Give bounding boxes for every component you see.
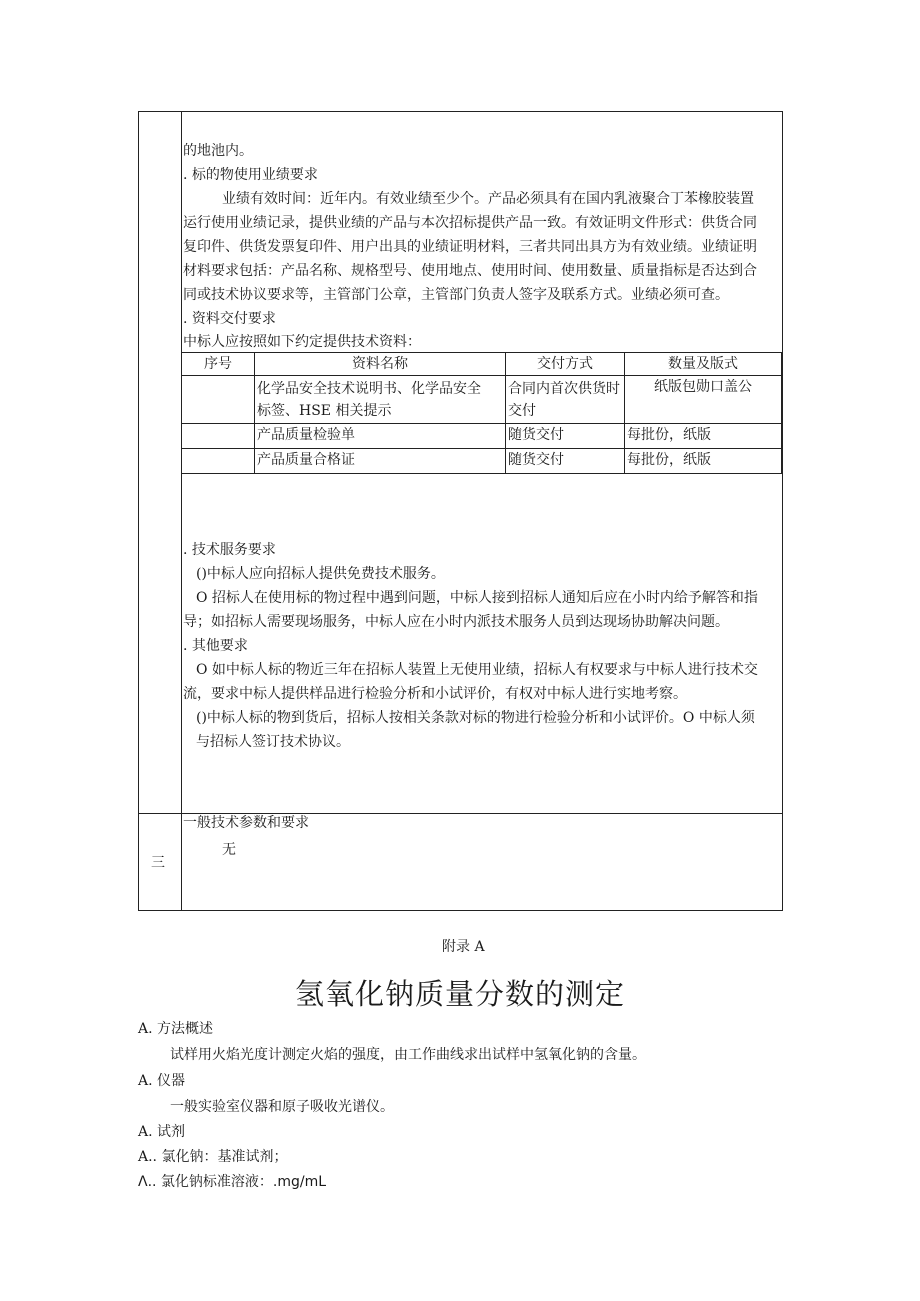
table-row: [182, 449, 782, 474]
table-row: [182, 424, 782, 449]
other-line: 流，要求中标人提供样品进行检验分析和小试评价，有权对中标人进行实地考察。: [183, 686, 687, 702]
service-heading: . 技术服务要求: [183, 542, 276, 558]
cell-method-line: 合同内首次供货时: [508, 381, 620, 397]
table-row: [182, 376, 782, 424]
cell-quantity: 每批份，纸版: [625, 424, 782, 449]
appendix-reagent-standard: Λ.. 氯化钠标准溶液：.mg/mL: [138, 1174, 327, 1190]
appendix-label: 附录 A: [442, 939, 485, 955]
cell-method: [506, 424, 625, 449]
appendix-para-instrument: 一般实验室仪器和原子吸收光谱仪。: [170, 1099, 394, 1115]
frame-left-border: [138, 111, 139, 911]
cell-name-line: 化学品安全技术说明书、化学品安全: [257, 381, 481, 397]
header-no: 序号: [182, 353, 255, 376]
cell-name: [255, 424, 506, 449]
service-line: 导；如招标人需要现场服务，中标人应在小时内派技术服务人员到达现场协助解决问题。: [183, 614, 729, 630]
cell-name-line: 产品质量检验单: [257, 427, 355, 443]
frame-top-border: [138, 111, 783, 112]
performance-line: 材料要求包括：产品名称、规格型号、使用地点、使用时间、使用数量、质量指标是否达到合: [183, 263, 757, 279]
performance-line: 同或技术协议要求等，主管部门公章，主管部门负责人签字及联系方式。业绩必须可查。: [183, 287, 729, 303]
frame-right-border: [782, 111, 783, 911]
cell-no: [182, 449, 255, 474]
cell-name: [255, 376, 506, 424]
appendix-heading-reagent: A. 试剂: [138, 1124, 186, 1140]
appendix-heading-method: A. 方法概述: [138, 1021, 214, 1037]
performance-line: 运行使用业绩记录，提供业绩的产品与本次招标提供产品一致。有效证明文件形式：供货合同: [183, 215, 757, 231]
frame-bottom-border: [138, 910, 783, 911]
cell-no: [182, 424, 255, 449]
header-name: 资料名称: [255, 353, 506, 376]
other-line: ()中标人标的物到货后，招标人按相关条款对标的物进行检验分析和小试评价。O 中标人须: [196, 710, 755, 726]
frame-column-divider: [181, 111, 182, 911]
performance-line: 复印件、供货发票复印件、用户出具的业绩证明材料，三者共同出具方为有效业绩。业绩证明: [183, 239, 757, 255]
cell-method-line: 随货交付: [508, 452, 564, 468]
performance-line: 业绩有效时间：近年内。有效业绩至少个。产品必须具有在国内乳液聚合丁苯橡胶装置: [222, 191, 754, 207]
other-line: O 如中标人标的物近三年在招标人装置上无使用业绩，招标人有权要求与中标人进行技术交: [196, 662, 758, 678]
appendix-reagent-nacl: A.. 氯化钠：基准试剂；: [138, 1149, 288, 1165]
cell-quantity: 每批份，纸版: [625, 449, 782, 474]
other-heading: . 其他要求: [183, 638, 248, 654]
cell-method-line: 随货交付: [508, 427, 564, 443]
header-method: 交付方式: [506, 353, 625, 376]
document-delivery-intro: 中标人应按照如下约定提供技术资料：: [183, 334, 421, 350]
service-line: ()中标人应向招标人提供免费技术服务。: [196, 566, 445, 582]
document-delivery-heading: . 资料交付要求: [183, 311, 276, 327]
continuation-line: 的地池内。: [183, 143, 253, 159]
header-quantity: 数量及版式: [625, 353, 782, 376]
appendix-para-method: 试样用火焰光度计测定火焰的强度，由工作曲线求出试样中氢氧化钠的含量。: [170, 1047, 646, 1063]
cell-method-line: 交付: [508, 403, 536, 419]
cell-quantity: 纸版包勋口盖公: [625, 376, 782, 424]
document-delivery-table: [181, 352, 782, 474]
appendix-heading-instrument: A. 仪器: [138, 1073, 186, 1089]
cell-name: [255, 449, 506, 474]
cell-name-line: 标签、HSE 相关提示: [257, 403, 392, 419]
section-three-heading: 一般技术参数和要求: [183, 815, 309, 831]
cell-method: [506, 376, 625, 424]
performance-heading: . 标的物使用业绩要求: [183, 167, 318, 183]
cell-method: [506, 449, 625, 474]
other-line: 与招标人签订技术协议。: [196, 734, 350, 750]
table-header-row: [182, 353, 782, 376]
appendix-title: 氢氧化钠质量分数的测定: [294, 977, 625, 1011]
cell-no: [182, 376, 255, 424]
service-line: O 招标人在使用标的物过程中遇到问题，中标人接到招标人通知后应在小时内给予解答和指: [196, 590, 758, 606]
section-three-number: 三: [151, 855, 165, 871]
section-three-content: 无: [222, 842, 236, 858]
cell-name-line: 产品质量合格证: [257, 452, 355, 468]
